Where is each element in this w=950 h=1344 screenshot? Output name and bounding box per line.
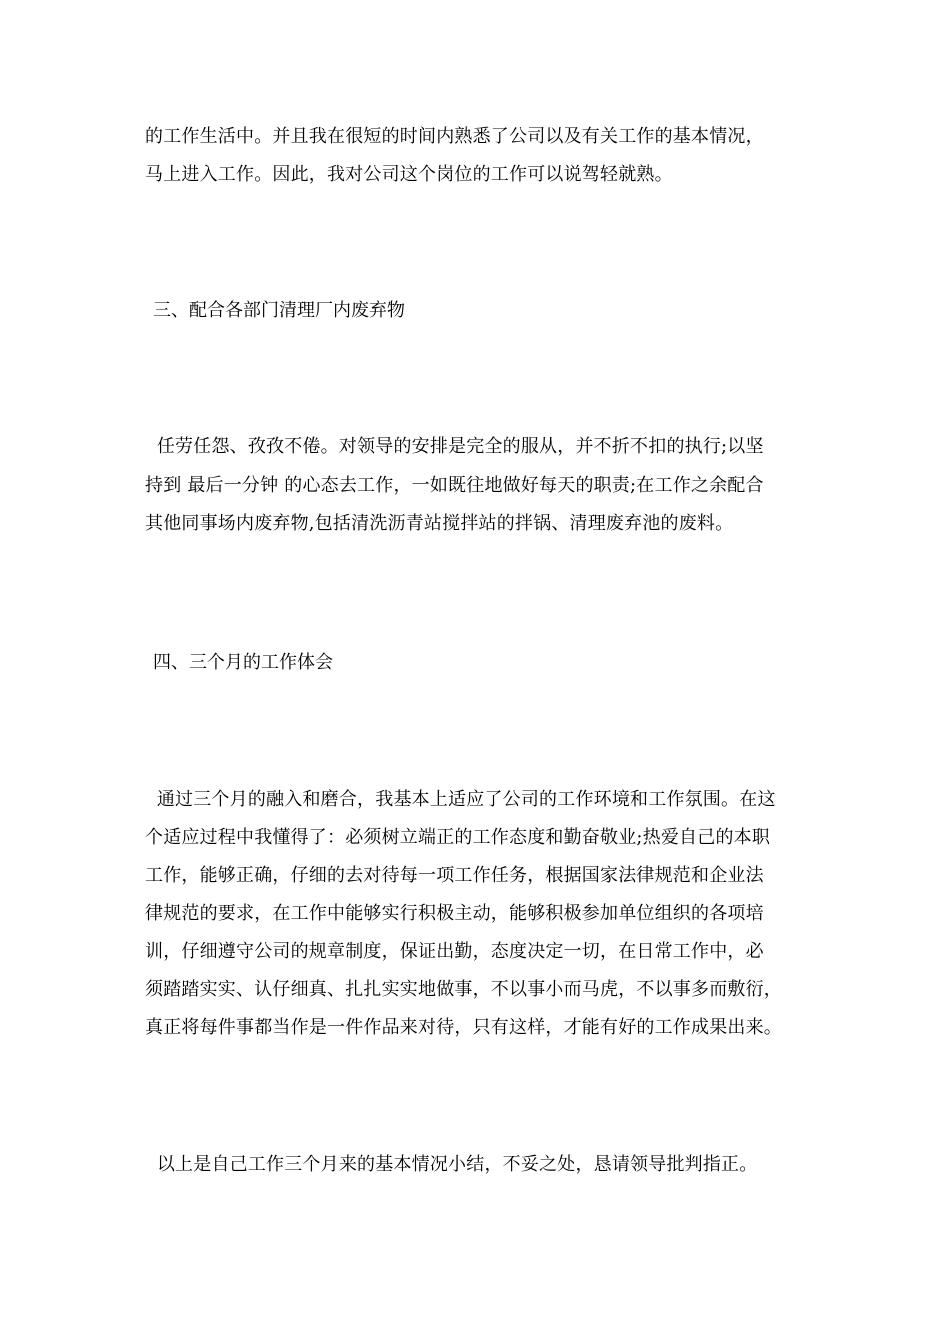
paragraph-line: 持到 最后一分钟 的心态去工作，一如既往地做好每天的职责;在工作之余配合: [145, 475, 764, 496]
paragraph-line: 的工作生活中。并且我在很短的时间内熟悉了公司以及有关工作的基本情况，: [145, 126, 764, 147]
paragraph-line: 个适应过程中我懂得了：必须树立端正的工作态度和勤奋敬业;热爱自己的本职: [145, 827, 771, 848]
section-heading-4: 四、三个月的工作体会: [153, 652, 333, 673]
section-heading-3: 三、配合各部门清理厂内废弃物: [153, 300, 405, 321]
paragraph-line: 须踏踏实实、认仔细真、扎扎实实地做事，不以事小而马虎，不以事多而敷衍，: [145, 979, 782, 1000]
paragraph-line: 任劳任怨、孜孜不倦。对领导的安排是完全的服从，并不折不扣的执行;以坚: [145, 436, 764, 457]
paragraph-line: 工作，能够正确，仔细的去对待每一项工作任务，根据国家法律规范和企业法: [145, 865, 764, 886]
closing-paragraph: 以上是自己工作三个月来的基本情况小结，不妥之处，恳请领导批判指正。: [145, 1154, 758, 1175]
paragraph-line: 通过三个月的融入和磨合，我基本上适应了公司的工作环境和工作氛围。在这: [145, 789, 776, 810]
paragraph-line: 其他同事场内废弃物,包括清洗沥青站搅拌站的拌锅、清理废弃池的废料。: [145, 513, 734, 534]
paragraph-line: 真正将每件事都当作是一件作品来对待，只有这样，才能有好的工作成果出来。: [145, 1017, 782, 1038]
paragraph-line: 训，仔细遵守公司的规章制度，保证出勤，态度决定一切，在日常工作中，必: [145, 941, 764, 962]
paragraph-line: 马上进入工作。因此，我对公司这个岗位的工作可以说驾轻就熟。: [145, 164, 673, 185]
paragraph-line: 律规范的要求，在工作中能够实行积极主动，能够积极参加单位组织的各项培: [145, 903, 764, 924]
